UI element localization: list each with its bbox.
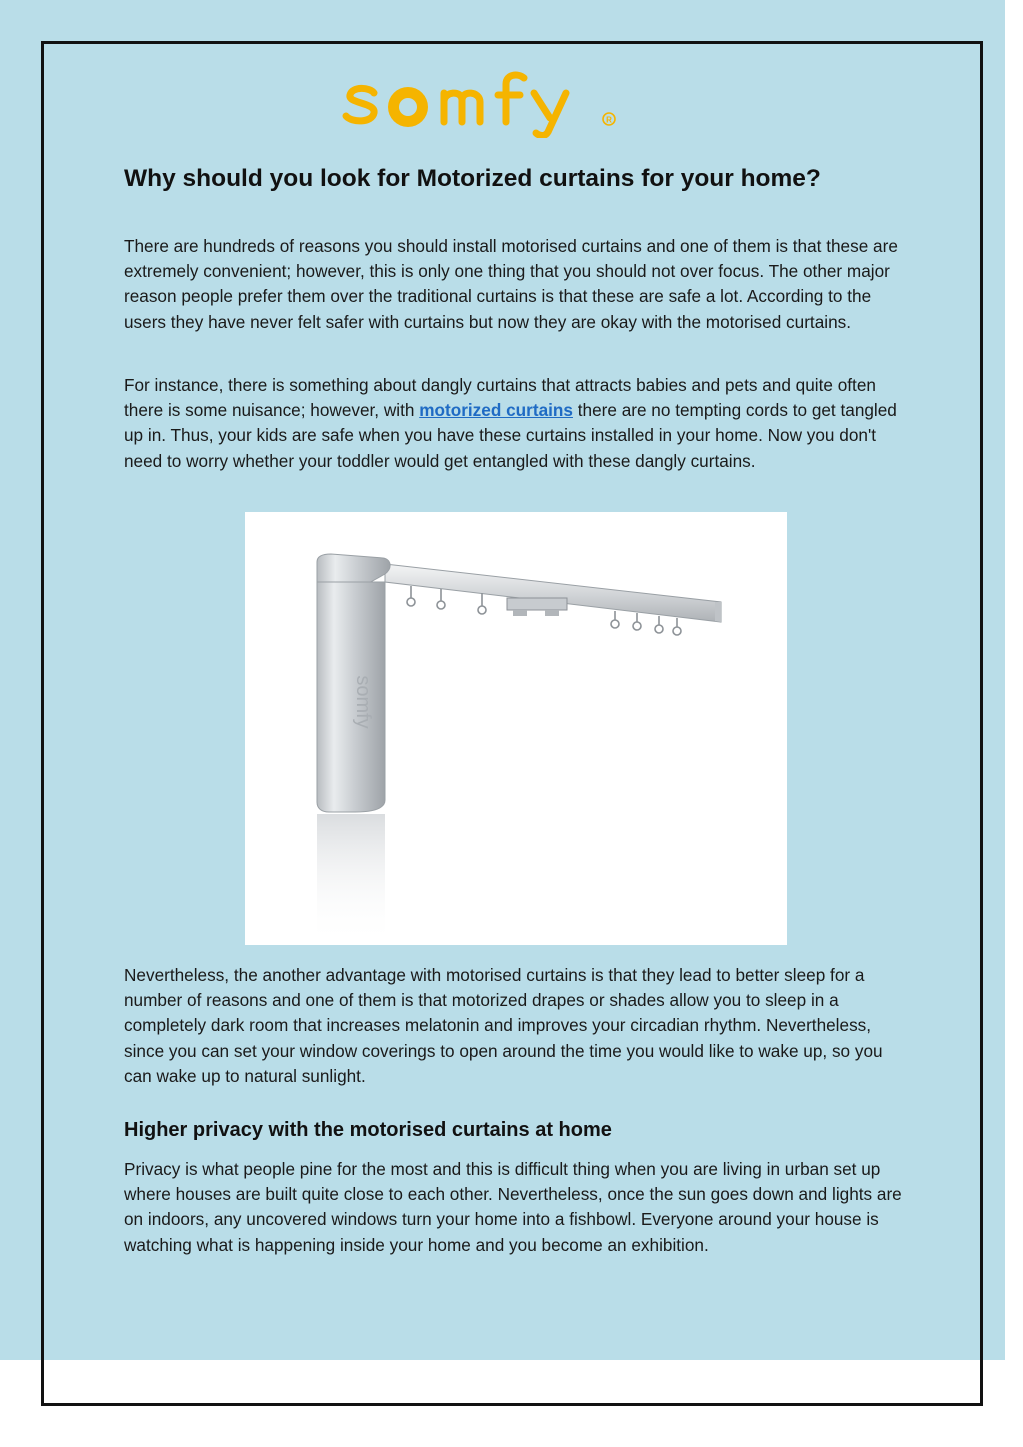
paragraph-safety-text-before: For instance, there is something about dangly curtains that attracts babies and pets and quite often there is some nuisance; however, with (124, 375, 876, 421)
svg-text:R: R (606, 115, 612, 125)
paragraph-privacy: Privacy is what people pine for the most and this is difficult thing when you are living in urban set up where houses are built quite close to each other. Nevertheless, once the sun goes down and lights are on indoors, any uncovered windows turn your home into a fishbowl. Everyone around your house is watching what is happening inside your home and you become an exhibition. (124, 1159, 902, 1255)
curtain-motor-product-image (245, 512, 787, 945)
paragraph-sleep: Nevertheless, the another advantage with motorised curtains is that they lead to better sleep for a number of reasons and one of them is that motorized drapes or shades allow you to sleep in a completely dark room that increases melatonin and improves your circadian rhythm. Nevertheless, since you can set your window coverings to open around the time you would like to wake up, so you can wake up to natural sunlight. (124, 965, 883, 1086)
somfy-logo (338, 66, 628, 138)
paragraph-intro: There are hundreds of reasons you should install motorised curtains and one of them is that these are extremely convenient; however, this is only one thing that you should not over focus. The other major reason people prefer them over the traditional curtains is that these are safe a lot. According to the users they have never felt safer with curtains but now they are okay with the motorised curtains. (124, 236, 898, 332)
somfy-logo-graphic (338, 66, 628, 138)
motorized-curtains-link[interactable]: motorized curtains (419, 400, 573, 421)
article-title: Why should you look for Motorized curtains for your home? (124, 165, 821, 192)
paragraph-safety (124, 373, 909, 474)
motor-logo-text: somfy (352, 675, 374, 729)
privacy-subheading: Higher privacy with the motorised curtains at home (124, 1119, 612, 1141)
paragraph-safety-text-after: there are no tempting cords to get tangled up in. Thus, your kids are safe when you have these curtains installed in your home. Now you don't need to worry whether your toddler would get entangled with these dangly curtains. (124, 400, 897, 471)
curtain-motor-illustration (245, 512, 787, 945)
